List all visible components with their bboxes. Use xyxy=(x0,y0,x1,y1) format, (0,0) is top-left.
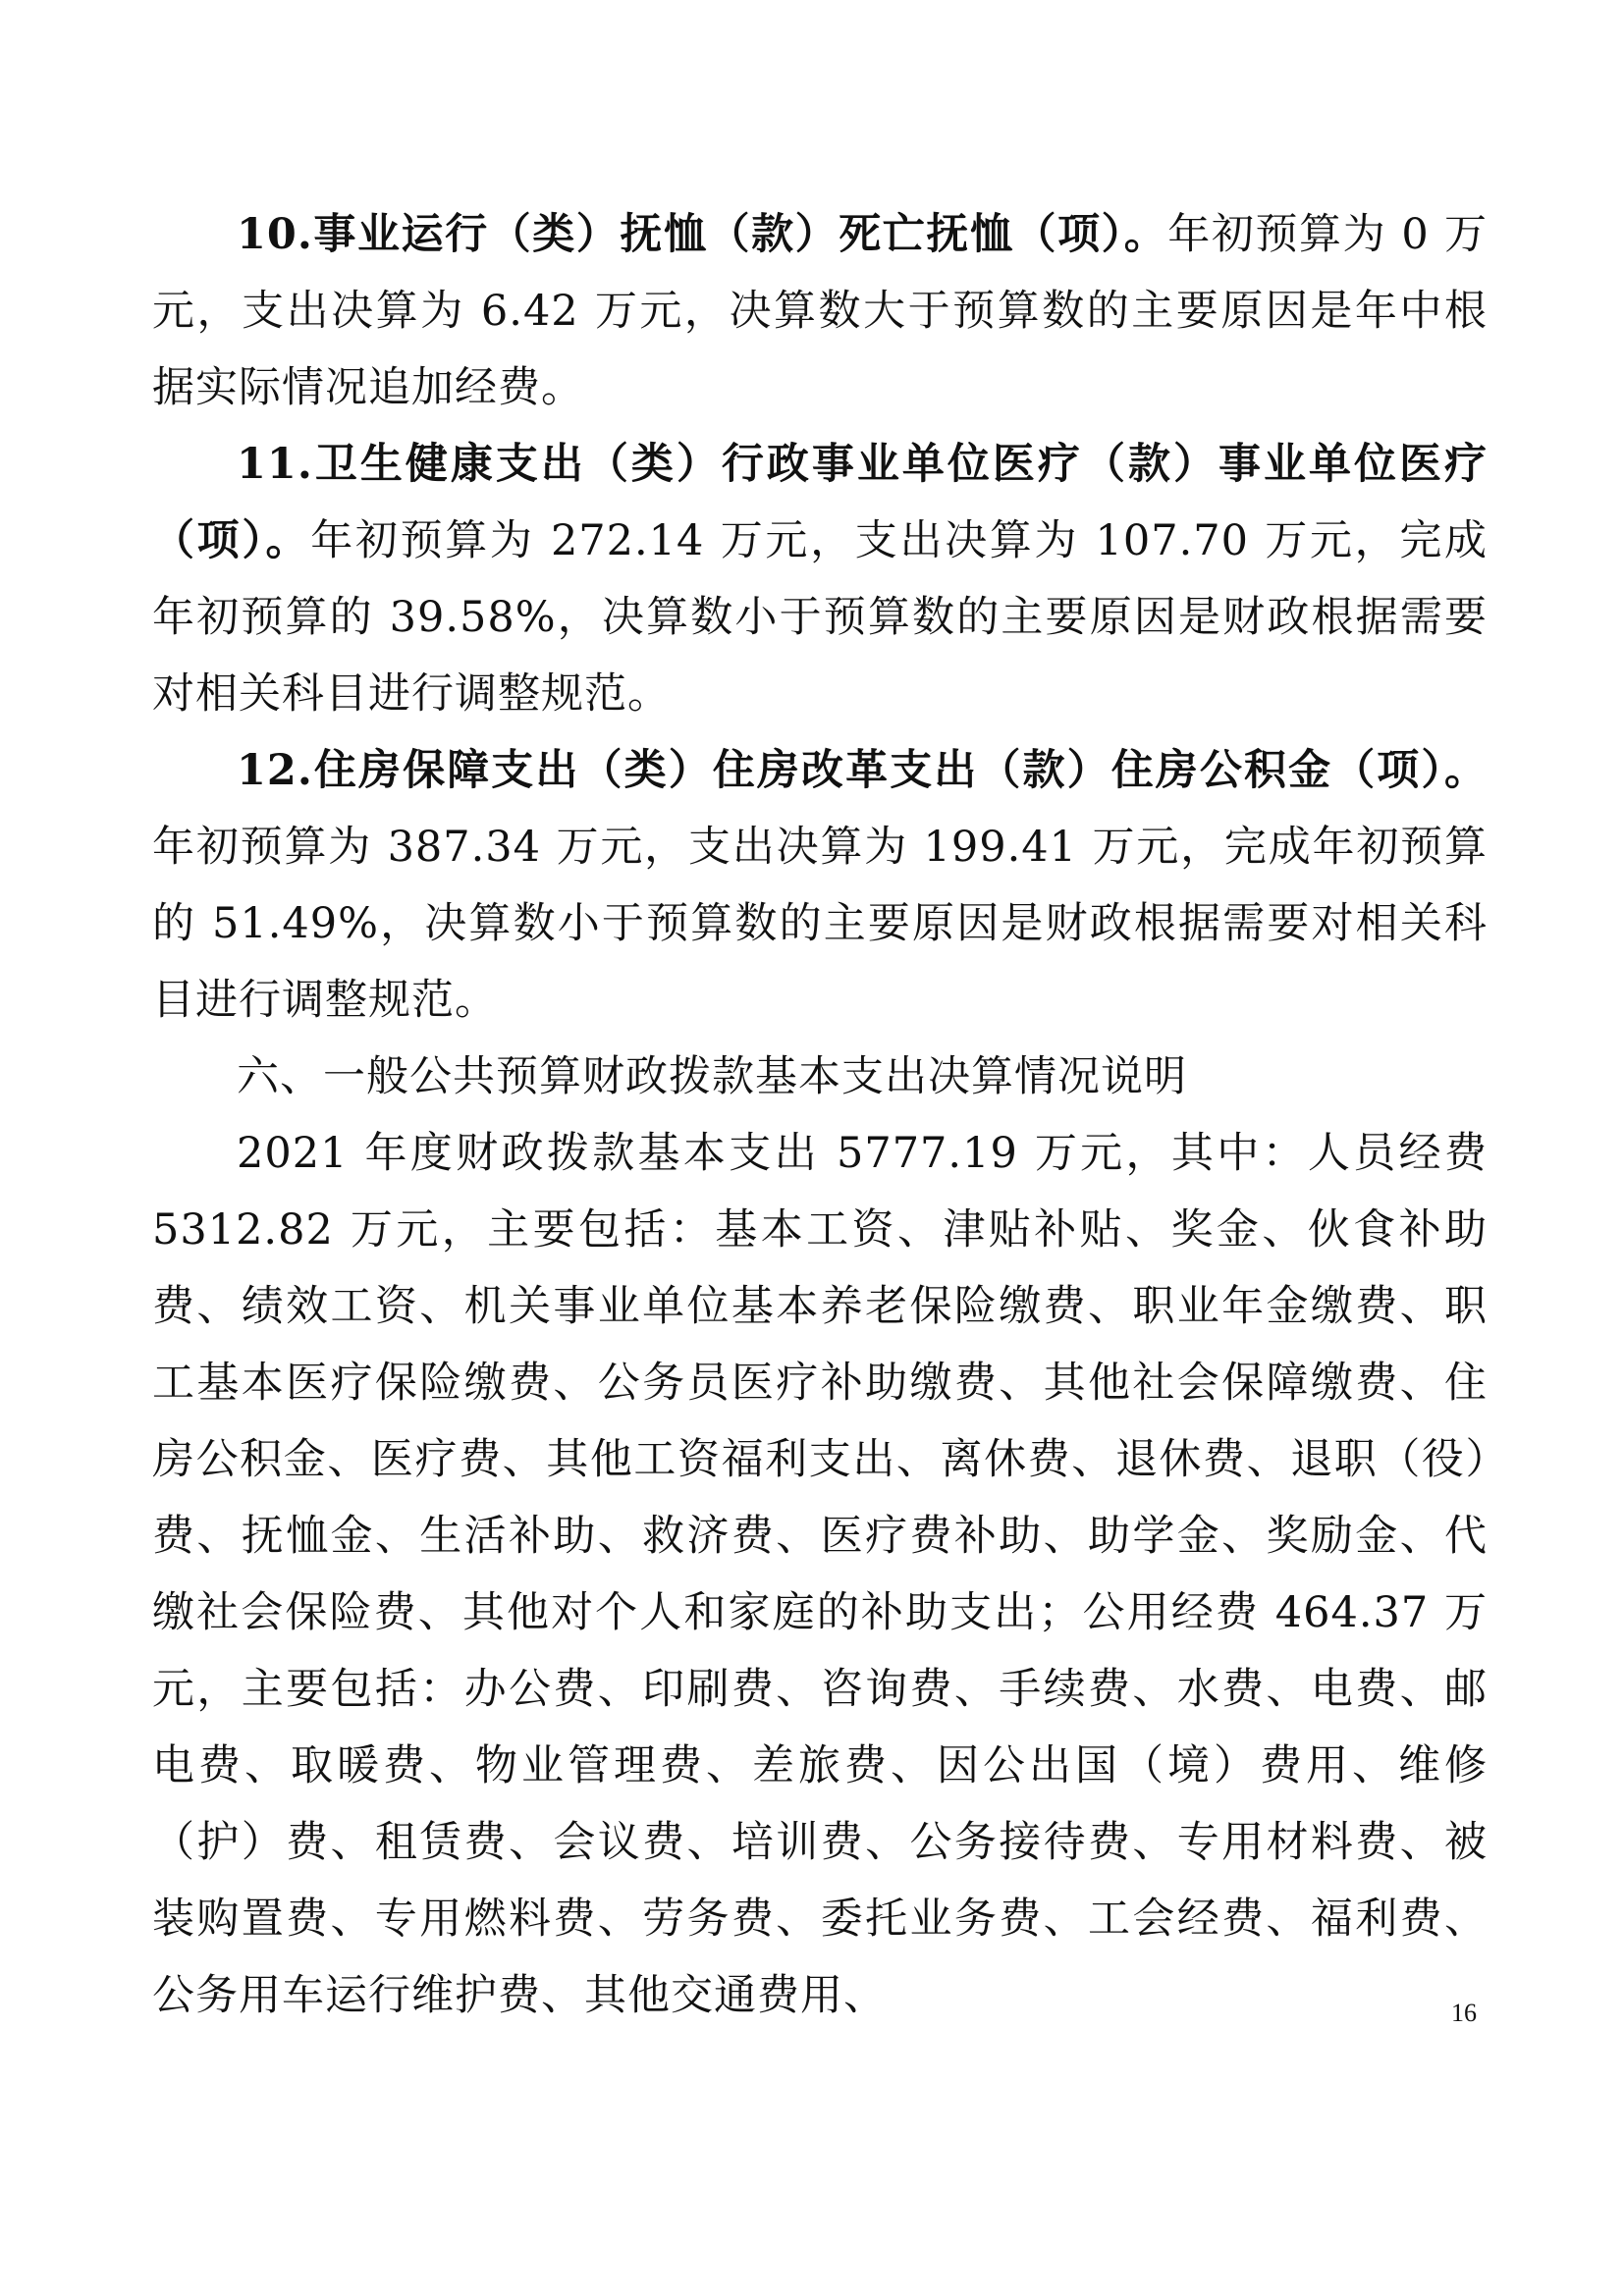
paragraph-lead: 11.卫生健康支出（类）行政事业单位医疗（款）事业单位医疗（项）。 xyxy=(152,440,1488,565)
paragraph-item-11 xyxy=(152,426,1488,732)
paragraph-item-12 xyxy=(152,732,1488,1039)
paragraph-body: 年初预算为 387.34 万元，支出决算为 199.41 万元，完成年初预算的 51.49%，决算数小于预算数的主要原因是财政根据需要对相关科目进行调整规范。 xyxy=(152,823,1488,1025)
paragraph-body: 年初预算为 272.14 万元，支出决算为 107.70 万元，完成年初预算的 39.58%，决算数小于预算数的主要原因是财政根据需要对相关科目进行调整规范。 xyxy=(152,516,1489,719)
paragraph-lead: 12.住房保障支出（类）住房改革支出（款）住房公积金（项）。 xyxy=(237,746,1488,795)
page-number: 16 xyxy=(1451,1999,1477,2027)
section-body-paragraph: 2021 年度财政拨款基本支出 5777.19 万元，其中：人员经费 5312.82 万元，主要包括：基本工资、津贴补贴、奖金、伙食补助费、绩效工资、机关事业单位基本养老保险缴费、职业年金缴费、职工基本医疗保险缴费、公务员医疗补助缴费、其他社会保障缴费、住房公积金、医疗费、其他工资福利支出、离休费、退休费、退职（役）费、抚恤金、生活补助、救济费、医疗费补助、助学金、奖励金、代缴社会保险费、其他对个人和家庭的补助支出；公用经费 464.37 万元，主要包括：办公费、印刷费、咨询费、手续费、水费、电费、邮电费、取暖费、物业管理费、差旅费、因公出国（境）费用、维修（护）费、租赁费、会议费、培训费、公务接待费、专用材料费、被装购置费、专用燃料费、劳务费、委托业务费、工会经费、福利费、公务用车运行维护费、其他交通费用、 xyxy=(152,1129,1488,2020)
paragraph-body: 年初预算为 0 万元，支出决算为 6.42 万元，决算数大于预算数的主要原因是年中根据实际情况追加经费。 xyxy=(152,210,1488,412)
section-heading: 六、一般公共预算财政拨款基本支出决算情况说明 xyxy=(237,1052,1187,1101)
paragraph-item-10 xyxy=(152,196,1488,426)
paragraph-lead: 10.事业运行（类）抚恤（款）死亡抚恤（项）。 xyxy=(237,210,1168,259)
